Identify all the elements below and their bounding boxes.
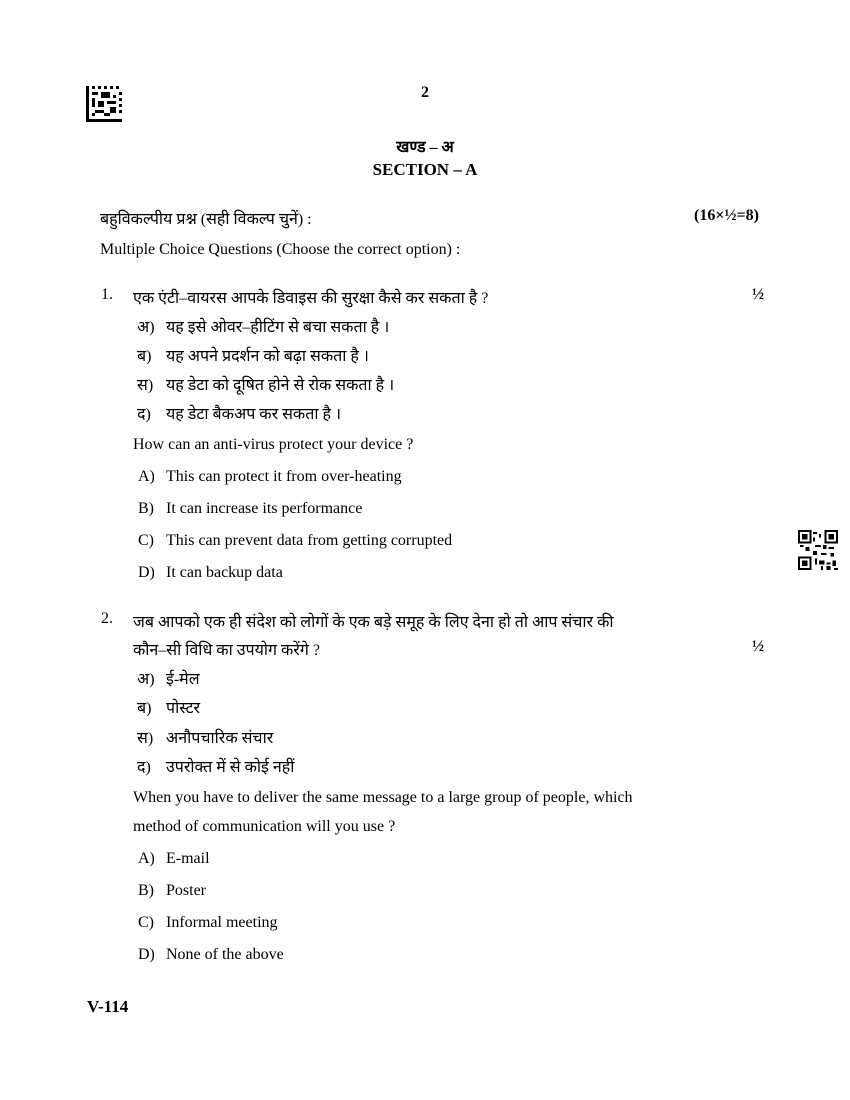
section-marks: (16×½=8) [694, 207, 759, 224]
option-label: स) [137, 377, 154, 394]
option-label: ब) [137, 348, 152, 365]
option-label: C) [138, 914, 154, 931]
option-text: This can protect it from over-heating [166, 468, 402, 485]
question-number: 2. [101, 610, 113, 627]
option-text: Poster [166, 882, 206, 899]
option-text: यह इसे ओवर–हीटिंग से बचा सकता है । [166, 319, 390, 336]
question-text-hindi: जब आपको एक ही संदेश को लोगों के एक बड़े समूह के लिए देना हो तो आप संचार की [133, 614, 614, 631]
option-text: यह अपने प्रदर्शन को बढ़ा सकता है । [166, 348, 369, 365]
option-label: ब) [137, 700, 152, 717]
option-label: द) [137, 759, 151, 776]
option-label: A) [138, 850, 155, 867]
question-text-english: method of communication will you use ? [133, 818, 396, 835]
instructions-english: Multiple Choice Questions (Choose the correct option) : [100, 241, 461, 258]
question-text-hindi: कौन–सी विधि का उपयोग करेंगे ? [133, 642, 320, 659]
option-label: अ) [137, 671, 155, 688]
option-text: पोस्टर [166, 700, 201, 717]
option-label: द) [137, 406, 151, 423]
option-label: B) [138, 882, 154, 899]
qr-code-icon [798, 530, 838, 570]
option-text: यह डेटा बैकअप कर सकता है । [166, 406, 342, 423]
option-text: It can backup data [166, 564, 283, 581]
option-text: It can increase its performance [166, 500, 363, 517]
question-text-english: When you have to deliver the same message to a large group of people, which [133, 789, 633, 806]
option-label: C) [138, 532, 154, 549]
option-text: This can prevent data from getting corrupted [166, 532, 453, 549]
question-text-hindi: एक एंटी–वायरस आपके डिवाइस की सुरक्षा कैसे कर सकता है ? [133, 290, 489, 307]
question-marks: ½ [752, 286, 764, 303]
question-text-english: How can an anti-virus protect your device ? [133, 436, 414, 453]
option-text: अनौपचारिक संचार [166, 730, 274, 747]
section-title-hindi: खण्ड – अ [396, 139, 454, 156]
paper-code: V-114 [87, 997, 129, 1016]
option-label: B) [138, 500, 154, 517]
question-marks: ½ [752, 638, 764, 655]
section-title-english: SECTION – A [372, 160, 478, 179]
question-number: 1. [101, 286, 113, 303]
option-label: D) [138, 946, 155, 963]
page-number: 2 [421, 84, 429, 101]
option-label: D) [138, 564, 155, 581]
option-text: Informal meeting [166, 914, 278, 931]
option-text: E-mail [166, 850, 210, 867]
instructions-hindi: बहुविकल्पीय प्रश्न (सही विकल्प चुनें) : [100, 211, 312, 228]
option-text: उपरोक्त में से कोई नहीं [166, 759, 295, 776]
option-label: अ) [137, 319, 155, 336]
option-text: None of the above [166, 946, 284, 963]
option-label: A) [138, 468, 155, 485]
option-text: ई-मेल [166, 671, 200, 688]
option-label: स) [137, 730, 154, 747]
option-text: यह डेटा को दूषित होने से रोक सकता है । [166, 377, 395, 394]
